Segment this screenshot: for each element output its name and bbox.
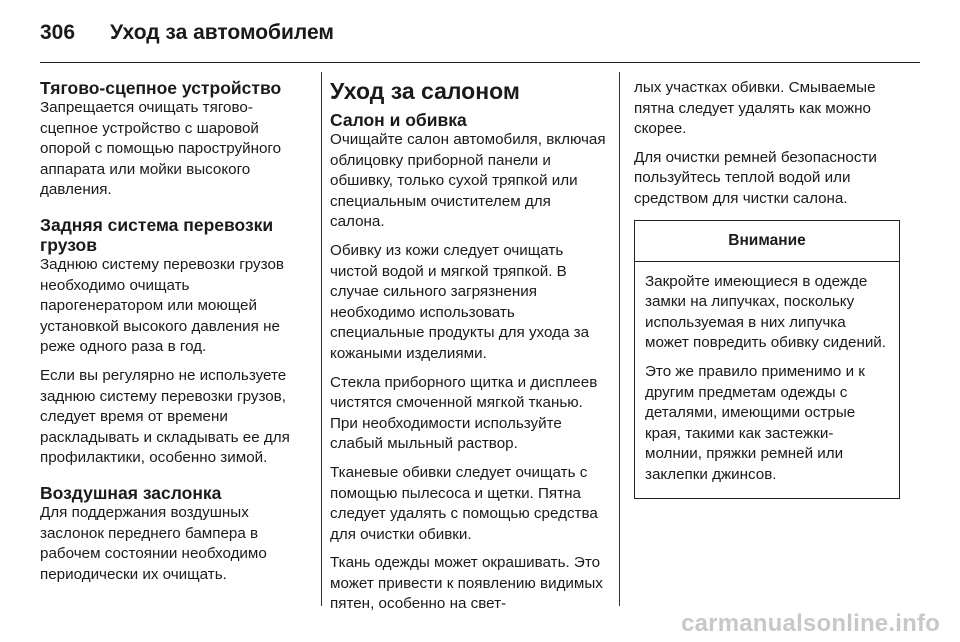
paragraph: Заднюю систему перевозки грузов необходимо очищать парогенератором или моющей установкой высокого давления не реже одного раза в год.	[40, 255, 284, 356]
section-rear-carrier	[40, 215, 310, 469]
page-header	[40, 18, 334, 48]
paragraph: Если вы регулярно не используете заднюю систему перевозки грузов, следует время от времени раскладывать и складывать ее для профилактики, особенно зимой.	[40, 366, 290, 467]
column-divider-2	[619, 72, 620, 606]
column-2	[330, 78, 606, 623]
chapter-title: Уход за салоном	[330, 78, 520, 104]
paragraph: Ткань одежды может окрашивать. Это может привести к появлению видимых пятен, особенно на свет-	[330, 554, 603, 613]
paragraph: Для поддержания воздушных заслонок переднего бампера в рабочем состоянии необходимо периодически их очищать.	[40, 503, 267, 583]
section-heading: Салон и обивка	[330, 110, 467, 130]
paragraph: Очищайте салон автомобиля, включая облицовку приборной панели и обшивку, только сухой тряпкой или специальным очистителем для салона.	[330, 131, 606, 231]
section-heading: Задняя система перевозки грузов	[40, 214, 274, 255]
section-heading: Воздушная заслонка	[40, 482, 222, 503]
section-air-shutter	[40, 483, 310, 585]
paragraph: Закройте имеющиеся в одежде замки на липучках, поскольку используемая в них липучка может повредить обивку сидений.	[645, 272, 887, 352]
caution-box	[634, 220, 900, 499]
caution-heading: Внимание	[635, 221, 899, 262]
paragraph: Это же правило применимо и к другим предметам одежды с деталями, имеющими острые края, такими как застежки-молнии, пряжки ремней или заклепки джинсов.	[645, 362, 865, 483]
page-title: Уход за автомобилем	[110, 21, 334, 44]
paragraph: Тканевые обивки следует очищать с помощью пылесоса и щетки. Пятна следует удалять с помощью средства для очистки обивки.	[330, 463, 598, 543]
header-divider	[40, 62, 920, 63]
paragraph: лых участках обивки. Смываемые пятна следует удалять как можно скорее.	[634, 79, 876, 138]
paragraph: Для очистки ремней безопасности пользуйтесь теплой водой или средством для чистки салона.	[634, 148, 877, 207]
paragraph: Стекла приборного щитка и дисплеев чистятся смоченной мягкой тканью. При необходимости используйте слабый мыльный раствор.	[330, 373, 598, 453]
column-3	[634, 78, 900, 499]
section-towbar	[40, 78, 310, 201]
watermark: carmanualsonline.info	[681, 610, 940, 637]
section-heading: Тягово-сцепное устройство	[40, 78, 282, 98]
page-number: 306	[40, 21, 76, 44]
paragraph: Обивку из кожи следует очищать чистой водой и мягкой тряпкой. В случае сильного загрязнения необходимо использовать специальные продукты для ухода за кожаными изделиями.	[330, 241, 590, 362]
paragraph: Запрещается очищать тягово-сцепное устройство с шаровой опорой с помощью пароструйного аппарата или мойки высокого давления.	[40, 99, 282, 199]
caution-body	[635, 262, 899, 498]
column-1	[40, 78, 310, 599]
column-divider-1	[321, 72, 322, 606]
